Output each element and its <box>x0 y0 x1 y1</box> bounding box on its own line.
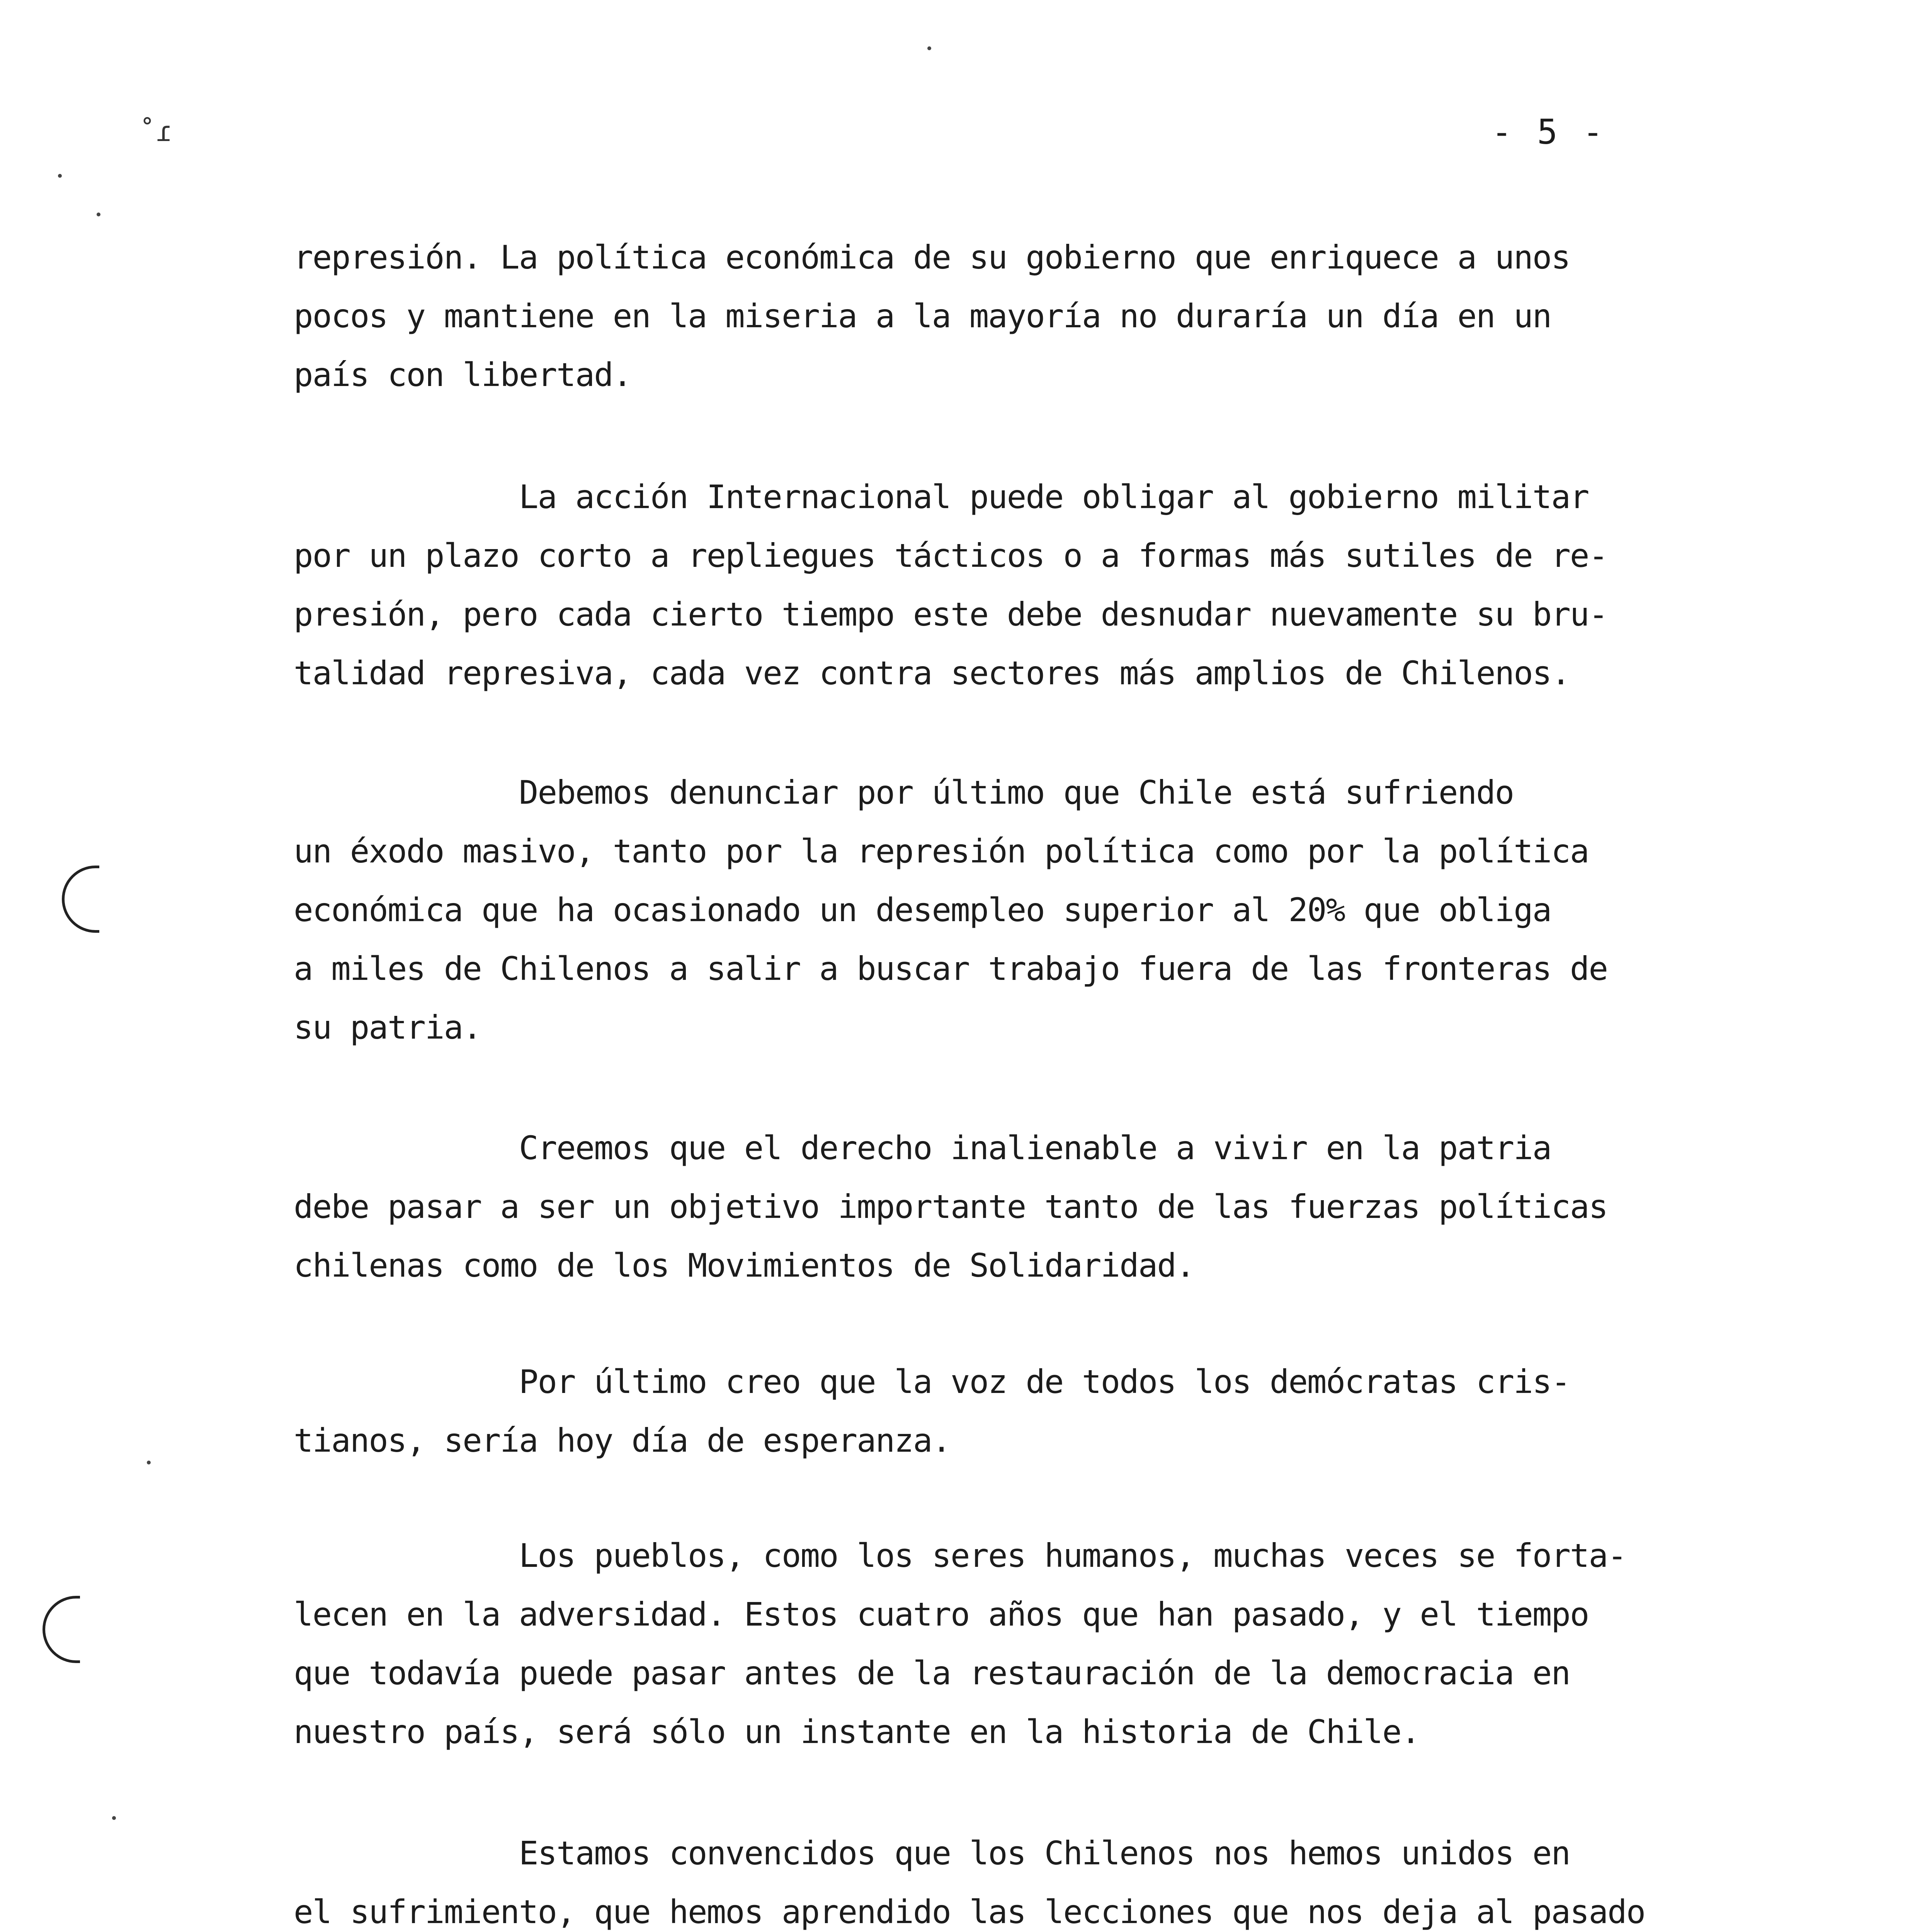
page-number: - 5 - <box>1492 112 1605 152</box>
paragraph-7: Estamos convencidos que los Chilenos nos hemos unidos en el sufrimiento, que hemos aprendido las lecciones que nos deja al pasado <box>294 1834 1645 1931</box>
speck <box>147 1461 151 1464</box>
corner-mark: ˚ɾ <box>139 116 172 148</box>
paragraph-5: Por último creo que la voz de todos los demócratas cris- tianos, sería hoy día de esperanza. <box>294 1363 1570 1459</box>
paragraph-4: Creemos que el derecho inalienable a vivir en la patria debe pasar a ser un objetivo importante tanto de las fuerzas políticas chilenas como de los Movimientos de Solidaridad. <box>294 1129 1608 1284</box>
speck <box>58 174 62 178</box>
speck <box>927 46 931 50</box>
speck <box>97 213 100 216</box>
paragraph-3: Debemos denunciar por último que Chile está sufriendo un éxodo masivo, tanto por la represión política como por la política económica que ha ocasionado un desempleo superior al 20% que obliga a miles de Chilenos a salir a buscar trabajo fuera de las fronteras de su patria. <box>294 774 1608 1046</box>
punch-hole-top <box>62 866 99 933</box>
speck <box>112 1816 116 1820</box>
paragraph-1: represión. La política económica de su gobierno que enriquece a unos pocos y mantiene en la miseria a la mayoría no duraría un día en un país con libertad. <box>294 238 1570 394</box>
punch-hole-bottom <box>43 1596 80 1663</box>
paragraph-2: La acción Internacional puede obligar al gobierno militar por un plazo corto a repliegues tácticos o a formas más sutiles de re- presión, pero cada cierto tiempo este debe desnudar nuevamente su bru- talidad represiva, cada vez contra sectores más amplios de Chilenos. <box>294 478 1608 692</box>
paragraph-6: Los pueblos, como los seres humanos, muchas veces se forta- lecen en la adversidad. Estos cuatro años que han pasado, y el tiempo que todavía puede pasar antes de la restauración de la democracia en nuestro país, será sólo un instante en la historia de Chile. <box>294 1537 1626 1751</box>
